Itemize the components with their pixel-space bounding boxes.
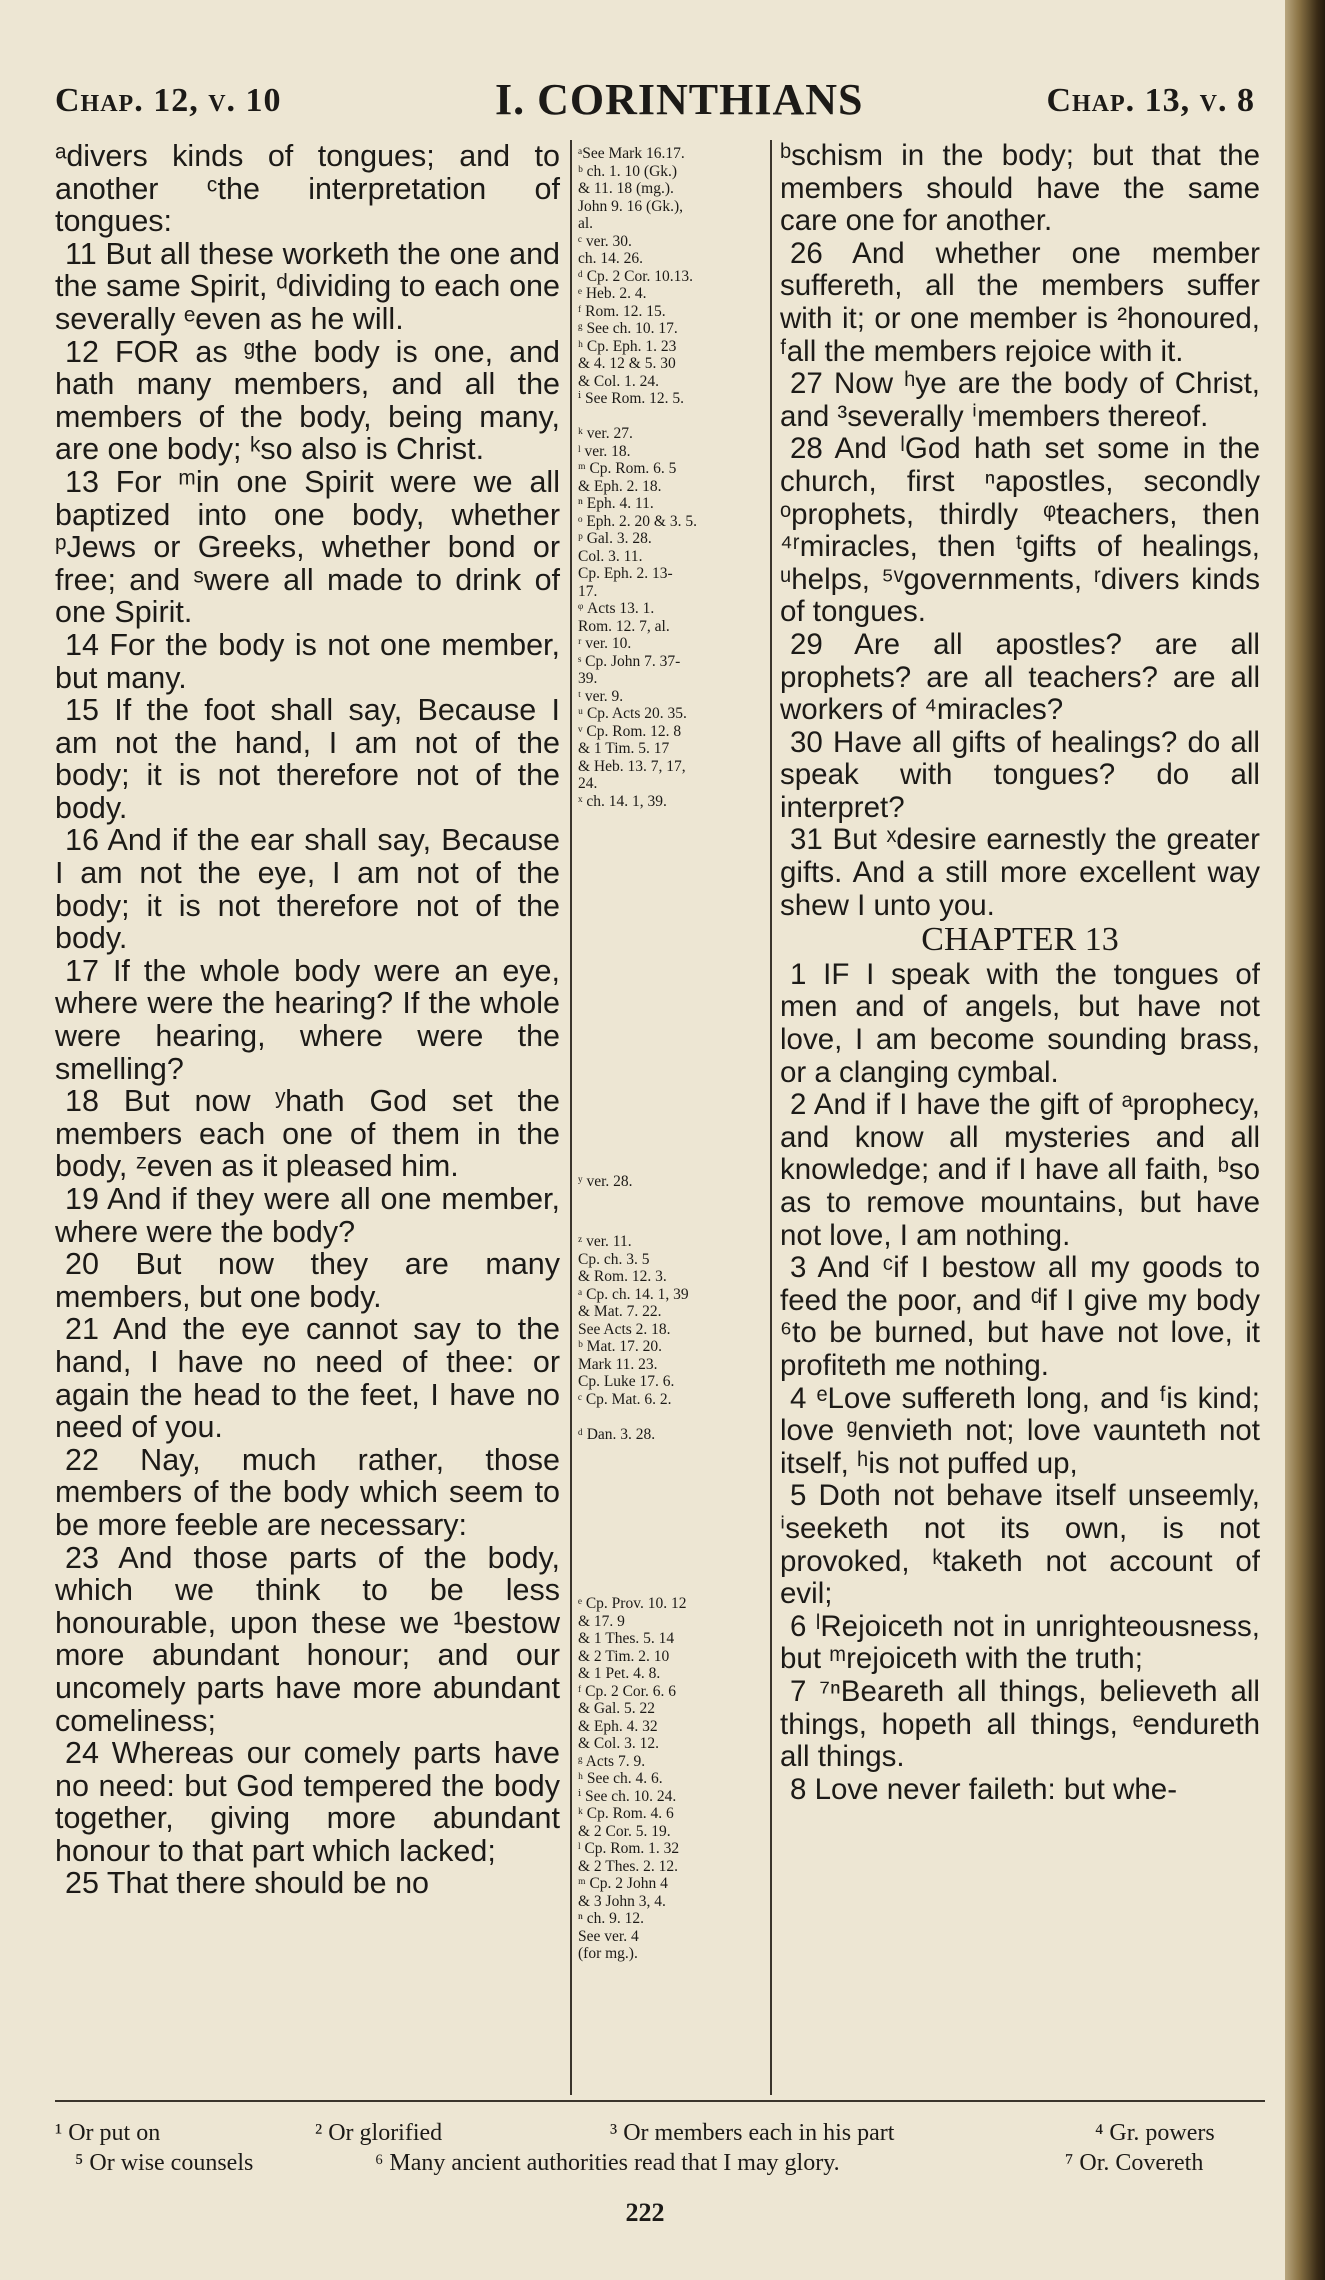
reference-block: [578, 1595, 763, 1963]
reference-line: & Eph. 2. 18.: [578, 477, 662, 495]
reference-line: ᵒ Eph. 2. 20 & 3. 5.: [578, 512, 697, 530]
reference-block: [578, 1233, 763, 1443]
reference-line: ⁱ See Rom. 12. 5.: [578, 390, 685, 407]
reference-line: ᵠ Acts 13. 1.: [578, 600, 655, 617]
verse-text: 4 ᵉLove suffereth long, and ᶠis kind; love ᵍenvieth not; love vaunteth not itself, ʰis not puffed up,: [780, 1381, 1260, 1480]
reference-line: ᵃ Cp. ch. 14. 1, 39: [578, 1285, 689, 1303]
reference-line: ⁿ ch. 9. 12.: [578, 1910, 645, 1927]
verse-text: 16 And if the ear shall say, Because I am not the eye, I am not of the body; it is not therefore not of the body.: [55, 823, 560, 956]
reference-line: & 3 John 3, 4.: [578, 1892, 666, 1910]
right-text-column: [780, 140, 1260, 1806]
reference-line: ⁿ Eph. 4. 11.: [578, 495, 654, 512]
page-number: 222: [625, 2198, 665, 2227]
reference-line: & 2 Tim. 2. 10: [578, 1647, 670, 1665]
reference-line: ch. 14. 26.: [578, 250, 644, 267]
reference-line: ʳ ver. 10.: [578, 635, 632, 652]
verse-text: 31 But ˣdesire earnestly the greater gifts. And a still more excellent way shew I unto you.: [780, 823, 1260, 922]
column-divider-left: [570, 140, 572, 2095]
reference-line: ᵉ Cp. Prov. 10. 12: [578, 1595, 687, 1612]
verse-text: 18 But now ʸhath God set the members each one of them in the body, ᶻeven as it pleased him.: [55, 1084, 560, 1184]
reference-line: ˢ Cp. John 7. 37-: [578, 652, 681, 670]
reference-line: 24.: [578, 775, 598, 792]
verse-text: 8 Love never faileth: but whe-: [790, 1772, 1178, 1806]
verse-text: 25 That there should be no: [65, 1866, 430, 1901]
verse-text: 22 Nay, much rather, those members of the body which seem to be more feeble are necessary:: [55, 1442, 560, 1542]
reference-line: ᶜ ver. 30.: [578, 232, 632, 250]
footnote: ⁶ Many ancient authorities read that I may glory.: [375, 2150, 840, 2176]
verse-text: 23 And those parts of the body, which we think to be less honourable, upon these we ¹bestow more abundant honour; and our uncomely parts have more abundant comeliness;: [55, 1540, 560, 1738]
verse-text: 14 For the body is not one member, but many.: [55, 627, 560, 695]
verse-text: 26 And whether one member suffereth, all the members suffer with it; or one member is ²honoured, ᶠall the members rejoice with it.: [780, 236, 1260, 368]
reference-line: & Mat. 7. 22.: [578, 1303, 662, 1320]
verse-text: ᵇschism in the body; but that the members should have the same care one for another.: [780, 139, 1260, 238]
reference-line: & Gal. 5. 22: [578, 1700, 656, 1717]
column-divider-right: [770, 140, 772, 2095]
reference-line: ᵈ Dan. 3. 28.: [578, 1425, 656, 1443]
reference-line: & Heb. 13. 7, 17,: [578, 757, 686, 775]
reference-line: ᵘ Cp. Acts 20. 35.: [578, 705, 687, 722]
reference-line: ᶠ Cp. 2 Cor. 6. 6: [578, 1682, 676, 1700]
reference-line: ʰ See ch. 4. 6.: [578, 1770, 663, 1787]
reference-line: & Col. 1. 24.: [578, 372, 659, 390]
reference-line: ʰ Cp. Eph. 1. 23: [578, 337, 677, 355]
reference-line: See Acts 2. 18.: [578, 1320, 671, 1338]
reference-line: & Rom. 12. 3.: [578, 1268, 667, 1285]
footnotes: [55, 2120, 1265, 2180]
footnote: ¹ Or put on: [55, 2120, 161, 2146]
verse-text: 7 ⁷ⁿBeareth all things, believeth all things, hopeth all things, ᵉendureth all things.: [780, 1674, 1260, 1774]
reference-line: & Eph. 4. 32: [578, 1717, 658, 1735]
reference-line: ʸ ver. 28.: [578, 1173, 633, 1190]
reference-line: ᶠ Rom. 12. 15.: [578, 302, 666, 320]
reference-line: ᶜ Cp. Mat. 6. 2.: [578, 1390, 672, 1408]
reference-line: Cp. Luke 17. 6.: [578, 1373, 675, 1390]
verse-text: 6 ˡRejoiceth not in unrighteousness, but ᵐrejoiceth with the truth;: [780, 1609, 1260, 1676]
reference-line: ᵗ ver. 9.: [578, 687, 624, 705]
running-header: [55, 72, 1255, 132]
chapter-heading: CHAPTER 13: [921, 921, 1119, 959]
reference-line: ˡ ver. 18.: [578, 442, 631, 460]
verse-text: 15 If the foot shall say, Because I am not the hand, I am not of the body; it is not therefore not of the body.: [55, 693, 560, 825]
footnote-row: [55, 2120, 1265, 2150]
reference-line: ᵛ Cp. Rom. 12. 8: [578, 722, 682, 740]
footnote-row: [55, 2150, 1265, 2180]
verse-text: 11 But all these worketh the one and the same Spirit, ᵈdividing to each one severally ᵉeven as he will.: [55, 236, 560, 336]
reference-line: & 2 Thes. 2. 12.: [578, 1857, 679, 1875]
reference-line: Col. 3. 11.: [578, 547, 643, 565]
reference-line: ˣ ch. 14. 1, 39.: [578, 792, 667, 810]
reference-line: ᵖ Gal. 3. 28.: [578, 530, 652, 547]
footnote: ³ Or members each in his part: [610, 2120, 895, 2146]
reference-line: ᵃSee Mark 16.17.: [578, 145, 685, 162]
left-text-column: [55, 140, 560, 1900]
reference-line: [578, 408, 763, 426]
reference-line: ᵉ Heb. 2. 4.: [578, 285, 647, 302]
reference-line: Cp. ch. 3. 5: [578, 1250, 650, 1268]
reference-line: ⁱ See ch. 10. 24.: [578, 1787, 677, 1805]
reference-line: ᵈ Cp. 2 Cor. 10.13.: [578, 267, 694, 285]
reference-line: al.: [578, 215, 594, 232]
verse-text: ᵃdivers kinds of tongues; and to another ᶜthe interpretation of tongues:: [55, 139, 560, 239]
reference-line: 17.: [578, 582, 598, 600]
reference-line: Rom. 12. 7, al.: [578, 617, 670, 635]
footnote: ⁵ Or wise counsels: [75, 2150, 254, 2176]
verse-text: 27 Now ʰye are the body of Christ, and ³severally ⁱmembers thereof.: [780, 367, 1260, 433]
reference-line: & 1 Thes. 5. 14: [578, 1630, 675, 1647]
reference-line: ᵏ ver. 27.: [578, 425, 633, 442]
verse-text: 29 Are all apostles? are all prophets? are all teachers? are all workers of ⁴miracles?: [780, 627, 1260, 727]
reference-line: & 4. 12 & 5. 30: [578, 355, 676, 372]
verse-text: 21 And the eye cannot say to the hand, I have no need of thee: or again the head to the feet, I have no need of you.: [55, 1312, 560, 1445]
verse-text: 1 IF I speak with the tongues of men and of angels, but have not love, I am become sounding brass, or a clanging cymbal.: [780, 957, 1260, 1089]
reference-line: ᶻ ver. 11.: [578, 1233, 632, 1250]
verse-text: 28 And ˡGod hath set some in the church, first ⁿapostles, secondly ᵒprophets, thirdly ᵠteachers, then ⁴ʳmiracles, then ᵗgifts of healings, ᵘhelps, ⁵ᵛgovernments, ʳdivers kinds of tongues.: [780, 432, 1260, 629]
verse-text: 5 Doth not behave itself unseemly, ⁱseeketh not its own, is not provoked, ᵏtaketh not account of evil;: [780, 1479, 1260, 1611]
reference-line: John 9. 16 (Gk.),: [578, 197, 684, 215]
reference-line: ᵐ Cp. 2 John 4: [578, 1875, 668, 1892]
footnote: ⁷ Or. Covereth: [1065, 2150, 1204, 2176]
verse-text: 2 And if I have the gift of ᵃprophecy, and know all mysteries and all knowledge; and if I have all faith, ᵇso as to remove mountains, but have not love, I am nothing.: [780, 1088, 1260, 1252]
verse-text: 19 And if they were all one member, where were the body?: [55, 1182, 560, 1249]
reference-line: & 2 Cor. 5. 19.: [578, 1822, 671, 1840]
reference-line: [578, 1408, 763, 1426]
header-chapter-start: Chap. 12, v. 10: [55, 82, 282, 119]
reference-line: 39.: [578, 670, 598, 687]
reference-line: ᵍ Acts 7. 9.: [578, 1752, 646, 1770]
reference-line: ᵍ See ch. 10. 17.: [578, 320, 678, 337]
reference-line: ˡ Cp. Rom. 1. 32: [578, 1840, 680, 1857]
verse-text: 17 If the whole body were an eye, where were the hearing? If the whole were hearing, where were the smelling?: [55, 953, 560, 1086]
verse-text: 30 Have all gifts of healings? do all speak with tongues? do all interpret?: [780, 725, 1260, 824]
reference-line: See ver. 4: [578, 1927, 639, 1945]
reference-line: & 1 Tim. 5. 17: [578, 740, 670, 757]
verse-text: 20 But now they are many members, but one body.: [55, 1247, 560, 1314]
verse-text: 3 And ᶜif I bestow all my goods to feed the poor, and ᵈif I give my body ⁶to be burned, but have not love, it profiteth me nothing.: [780, 1251, 1260, 1382]
reference-line: ᵇ Mat. 17. 20.: [578, 1338, 663, 1355]
footnote: ⁴ Gr. powers: [1095, 2120, 1215, 2146]
verse-text: 12 FOR as ᵍthe body is one, and hath many members, and all the members of the body, being many, are one body; ᵏso also is Christ.: [55, 334, 560, 467]
verse-text: 13 For ᵐin one Spirit were we all baptized into one body, whether ᵖJews or Greeks, whether bond or free; and ˢwere all made to drink of one Spirit.: [55, 464, 560, 630]
reference-line: ᵐ Cp. Rom. 6. 5: [578, 460, 677, 477]
book-spine-edge: [1285, 0, 1325, 2280]
reference-block: [578, 1173, 763, 1191]
header-book-title: I. CORINTHIANS: [495, 75, 864, 124]
footnote: ² Or glorified: [315, 2120, 443, 2146]
reference-line: & 17. 9: [578, 1612, 625, 1630]
reference-line: & 1 Pet. 4. 8.: [578, 1665, 661, 1682]
header-chapter-end: Chap. 13, v. 8: [1046, 82, 1255, 119]
verse-text: 24 Whereas our comely parts have no need: but God tempered the body together, giving more abundant honour to that part which lacked;: [55, 1736, 560, 1868]
reference-line: Cp. Eph. 2. 13-: [578, 565, 673, 582]
reference-line: & 11. 18 (mg.).: [578, 180, 674, 197]
reference-block: [578, 145, 763, 810]
reference-line: ᵏ Cp. Rom. 4. 6: [578, 1805, 674, 1822]
reference-line: Mark 11. 23.: [578, 1355, 658, 1373]
reference-line: ᵇ ch. 1. 10 (Gk.): [578, 162, 678, 180]
reference-line: & Col. 3. 12.: [578, 1735, 659, 1752]
reference-line: (for mg.).: [578, 1945, 638, 1962]
footnote-rule: [55, 2100, 1265, 2102]
